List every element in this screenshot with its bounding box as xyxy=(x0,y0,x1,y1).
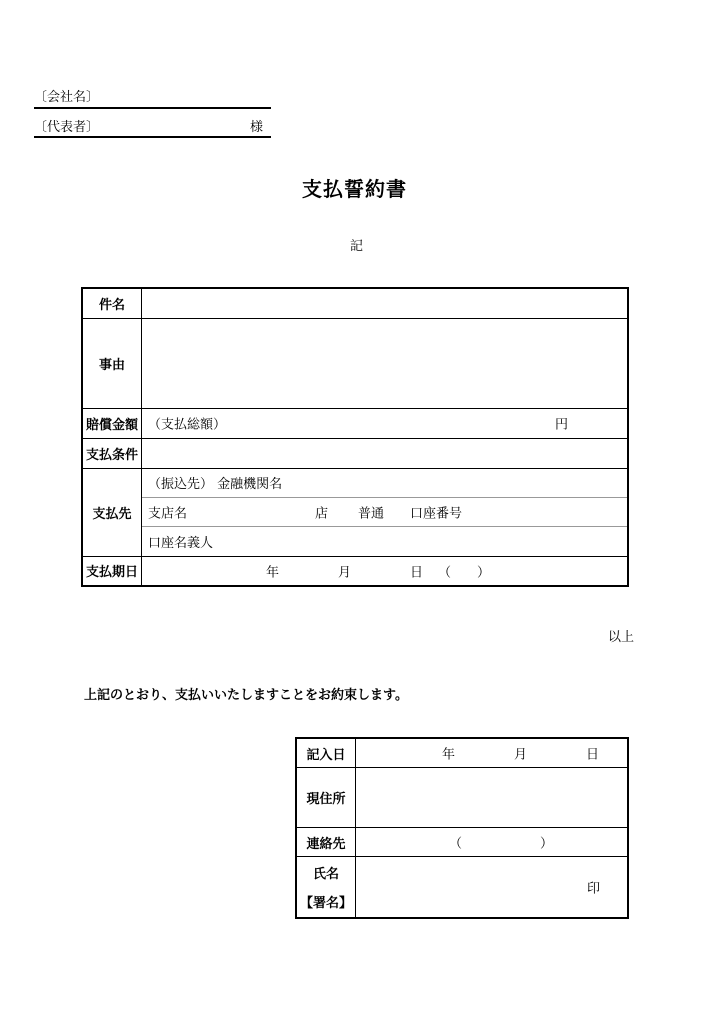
ki-label: 記 xyxy=(350,239,364,254)
payee-branch-unit: 店 xyxy=(315,506,329,521)
contact-paren: （ ） xyxy=(449,836,554,852)
payee-label: 支払先 xyxy=(82,468,142,556)
representative-underline xyxy=(34,136,271,138)
date-field[interactable] xyxy=(356,738,629,768)
representative-label: 〔代表者〕 xyxy=(34,120,100,135)
contact-label: 連絡先 xyxy=(296,828,356,857)
name-label-cell xyxy=(296,857,356,919)
company-label: 〔会社名〕 xyxy=(34,90,100,105)
company-underline xyxy=(34,107,271,109)
payee-branch-label: 支店名 xyxy=(148,506,188,521)
payee-bank-field[interactable] xyxy=(142,468,629,497)
page-title: 支払誓約書 xyxy=(302,177,407,201)
date-label: 記入日 xyxy=(296,738,356,768)
due-month: 月 xyxy=(338,565,352,580)
amount-field[interactable] xyxy=(142,408,629,438)
payee-holder-label: 口座名義人 xyxy=(148,535,214,551)
conditions-field[interactable] xyxy=(142,438,629,468)
signature-label: 【署名】 xyxy=(299,896,352,911)
date-month: 月 xyxy=(514,747,528,763)
amount-prefix: （支払総額） xyxy=(148,417,227,433)
payee-account-number-label: 口座番号 xyxy=(410,506,463,521)
amount-unit: 円 xyxy=(555,417,569,433)
sign-form-table xyxy=(295,737,629,919)
payee-account-type: 普通 xyxy=(358,506,385,521)
address-field[interactable] xyxy=(356,768,629,828)
subject-field[interactable] xyxy=(142,288,629,318)
payee-branch-field[interactable] xyxy=(142,497,629,526)
name-field[interactable] xyxy=(356,857,629,919)
payee-holder-field[interactable] xyxy=(142,526,629,556)
payee-bank-label: （振込先） 金融機関名 xyxy=(148,477,283,492)
due-date-field[interactable] xyxy=(142,556,629,586)
due-weekday: （ ） xyxy=(438,565,491,580)
due-day: 日 xyxy=(410,565,424,580)
seal-mark: 印 xyxy=(587,881,601,897)
name-label: 氏名 xyxy=(312,867,339,882)
conditions-label: 支払条件 xyxy=(82,438,142,468)
due-year: 年 xyxy=(266,565,280,580)
main-form-table xyxy=(81,287,629,587)
reason-label: 事由 xyxy=(82,318,142,408)
due-label: 支払期日 xyxy=(82,556,142,586)
date-year: 年 xyxy=(442,747,456,763)
statement-text: 上記のとおり、支払いいたしますことをお約束します。 xyxy=(84,688,408,703)
honorific: 様 xyxy=(250,120,264,135)
closing-text: 以上 xyxy=(608,630,635,645)
contact-field[interactable] xyxy=(356,828,629,857)
reason-field[interactable] xyxy=(142,318,629,408)
date-day: 日 xyxy=(586,747,600,763)
amount-label: 賠償金額 xyxy=(82,408,142,438)
address-label: 現住所 xyxy=(296,768,356,828)
subject-label: 件名 xyxy=(82,288,142,318)
